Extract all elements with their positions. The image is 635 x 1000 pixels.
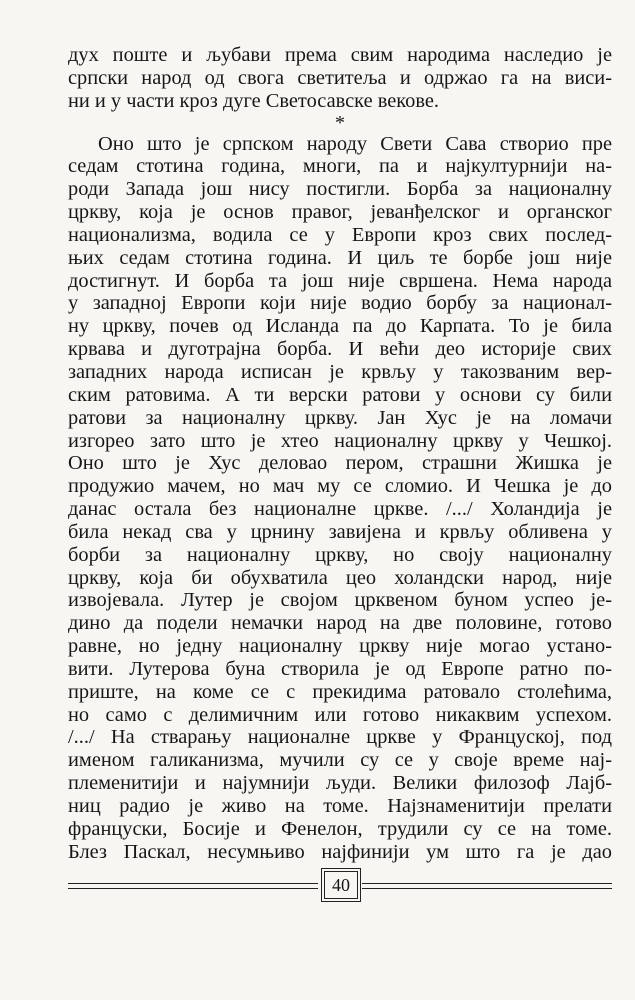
text-line: Оно што је Хус деловао пером, страшни Жишка је <box>68 452 612 475</box>
paragraph-main <box>68 133 612 864</box>
text-line: ским ратовима. А ти верски ратови у основи су били <box>68 383 612 406</box>
text-line: равне, но једну националну цркву није могао устано- <box>68 635 612 658</box>
text-line: Блез Паскал, несумњиво најфинији ум што га је дао <box>68 840 612 863</box>
text-line: седам стотина година, многи, па и најкултурнији на- <box>68 155 612 178</box>
page-footer <box>68 870 612 900</box>
text-line: именом галиканизма, мучили су се у своје време нај- <box>68 749 612 772</box>
text-line: у западној Европи који није водио борбу за национал- <box>68 292 612 315</box>
text-line: вити. Лутерова буна створила је од Европе ратно по- <box>68 657 612 680</box>
page-number: 40 <box>324 871 358 899</box>
text-line: извојевала. Лутер је својом црквеном буном успео је- <box>68 589 612 612</box>
text-line: ну цркву, почев од Исланда па до Карпата. То је била <box>68 315 612 338</box>
text-line: но само с делимичним или готово никаквим успехом. <box>68 703 612 726</box>
text-line: западних народа исписан је крвљу у такозваним вер- <box>68 360 612 383</box>
text-line: ни и у части кроз дуге Светосавске векове. <box>68 89 440 112</box>
text-line: дино да подели немачки народ на две половине, готово <box>68 612 612 635</box>
footer-rule-left <box>68 883 318 889</box>
text-line: данас остала без националне цркве. /.../ Холандија је <box>68 498 612 521</box>
text-line: приште, на коме се с прекидима ратовало столећима, <box>68 680 612 703</box>
text-line: крвава и дуготрајна борба. И већи део историје свих <box>68 338 612 361</box>
text-line: национализма, водила се у Европи кроз свих послед- <box>68 223 612 246</box>
text-line: њих седам стотина година. И циљ те борбе још није <box>68 246 612 269</box>
text-line: Оно што је српском народу Свети Сава створио пре <box>98 132 612 155</box>
text-line: /.../ На стварању националне цркве у Француској, под <box>68 726 612 749</box>
text-line: продужио мачем, но мач му се сломио. И Чешка је до <box>68 475 612 498</box>
text-line: ниц радио је живо на томе. Најзнаменитији прелати <box>68 795 612 817</box>
text-line: роди Запада још нису постигли. Борба за националну <box>68 178 612 201</box>
text-line: достигнут. И борба та још није свршена. Нема народа <box>68 269 612 292</box>
text-line: ратови за националну цркву. Јан Хус је на ломачи <box>68 406 612 429</box>
text-line: дух поште и љубави према свим народима наследио је <box>68 44 612 66</box>
text-line: српски народ од свога светитеља и одржао га на виси- <box>68 66 612 89</box>
text-line: племенитији и најумнији људи. Велики филозоф Лајб- <box>68 772 612 795</box>
paragraph-continued <box>68 44 612 113</box>
text-line: цркву, која је основ правог, јеванђелског и органског <box>68 201 612 224</box>
text-line: изгорео зато што је хтео националну цркву у Чешкој. <box>68 429 612 452</box>
section-break-asterisk: * <box>335 111 345 134</box>
text-line: цркву, која би обухватила цео холандски народ, није <box>68 566 612 589</box>
text-line: француски, Босије и Фенелон, трудили су се на томе. <box>68 817 612 840</box>
text-line: била некад сва у црнину завијена и крвљу обливена у <box>68 520 612 543</box>
footer-rule-right <box>362 883 612 889</box>
text-line: борби за националну цркву, но своју националну <box>68 543 612 566</box>
page-body <box>68 44 612 864</box>
